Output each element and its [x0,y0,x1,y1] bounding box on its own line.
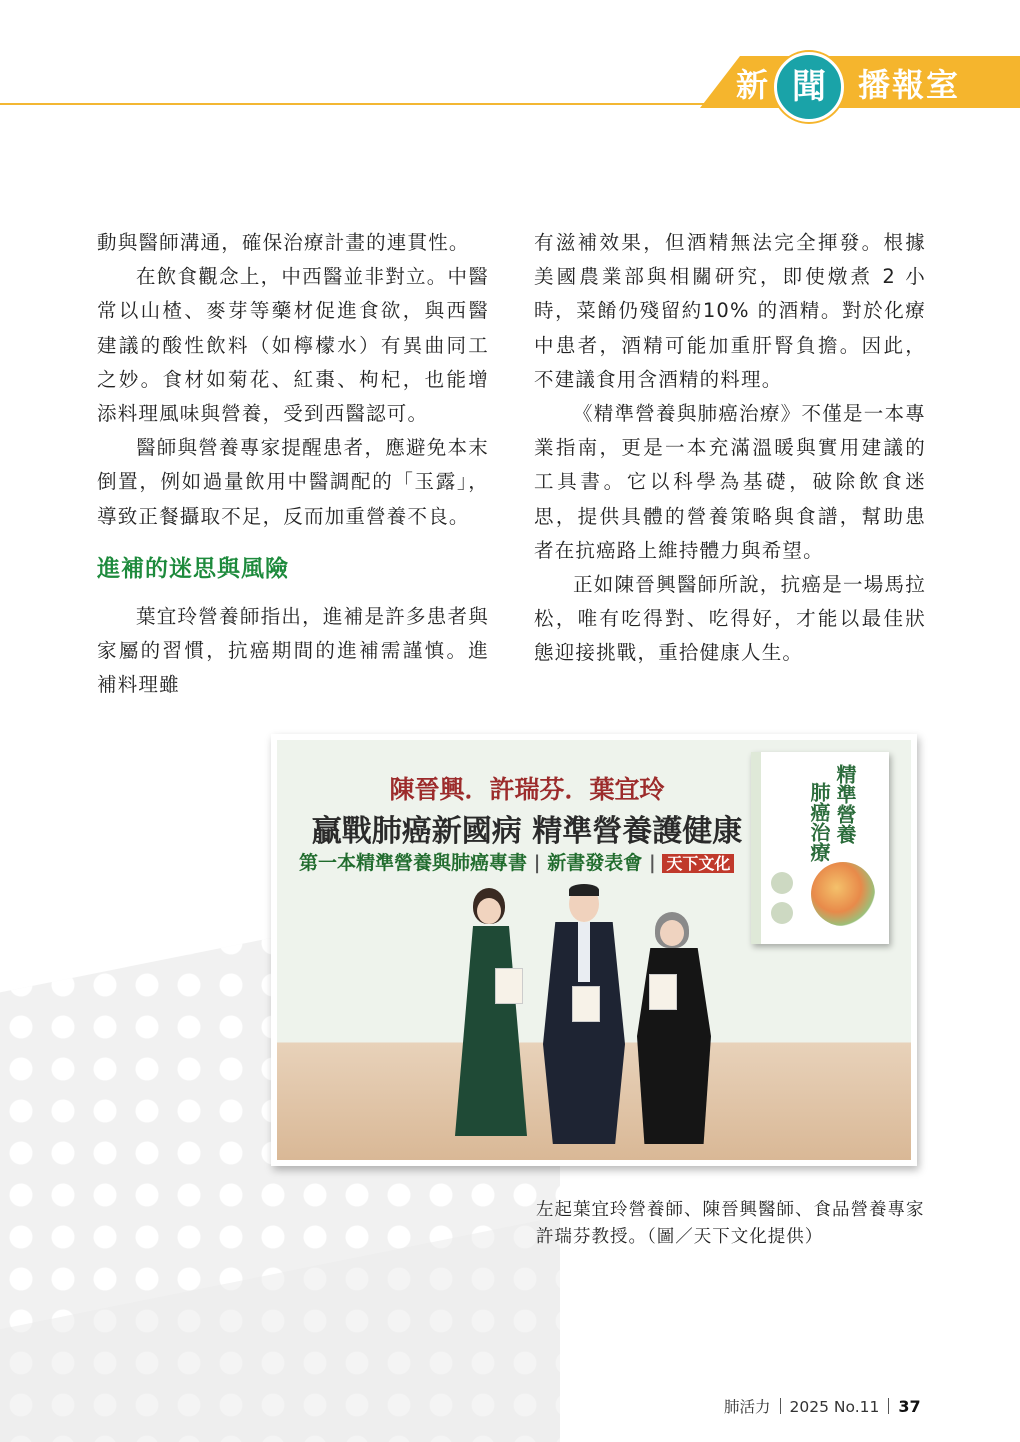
footer-divider [888,1398,889,1414]
paragraph: 葉宜玲營養師指出，進補是許多患者與家屬的習慣，抗癌期間的進補需謹慎。進補料理雖 [97,604,489,697]
magazine-name: 肺活力 [724,1398,771,1416]
section-title-rest: 播報室 [858,66,961,104]
paragraph: 《精準營養與肺癌治療》不僅是一本專業指南，更是一本充滿溫暖與實用建議的工具書。它以科學為基礎，破除飲食迷思，提供具體的營養策略與食譜，幫助患者在抗癌路上維持體力與希望。 [534,402,926,562]
photo-banner-subtitle: 第一本精準營養與肺癌專書 | 新書發表會 | 天下文化 [299,848,769,875]
photo-publisher-logo: 天下文化 [662,854,734,873]
issue-number: 2025 No.11 [789,1398,880,1416]
left-column [97,226,489,702]
book-title-a: 精準營養 [833,764,857,844]
page-number: 37 [898,1397,921,1416]
event-photo [277,740,911,1160]
photo-frame [271,734,917,1166]
person-right-face [660,920,684,946]
paragraph: 在飲食觀念上，中西醫並非對立。中醫常以山楂、麥芽等藥材促進食欲，與西醫建議的酸性飲料（如檸檬水）有異曲同工之妙。食材如菊花、紅棗、枸杞，也能增添料理風味與營養，受到西醫認可。 [97,265,489,426]
section-title-char1: 新 [736,66,771,104]
header-rule [0,103,720,105]
book-title-b: 肺癌治療 [807,782,831,862]
book-held-center [572,986,600,1022]
book-held-right [649,974,677,1010]
person-center-shirt [578,922,590,982]
book-held-left [495,968,523,1004]
photo-caption: 左起葉宜玲營養師、陳晉興醫師、食品營養專家許瑞芬教授。（圖／天下文化提供） [536,1200,925,1247]
person-center-hair [569,884,599,896]
section-title-circle: 聞 [774,52,844,122]
right-column [534,226,926,671]
page-footer [724,1395,921,1417]
book-cover [751,752,889,944]
photo-banner-subtitle-b: 新書發表會 [547,852,643,874]
person-left-face [477,898,501,924]
photo-banner-names: 陳晉興．許瑞芬．葉宜玲 [389,775,665,804]
book-author-photo [771,902,793,924]
book-food-illustration [811,862,875,926]
paragraph: 有滋補效果，但酒精無法完全揮發。根據美國農業部與相關研究，即使燉煮 2 小時，菜餚仍殘留約10% 的酒精。對於化療中患者，酒精可能加重肝腎負擔。因此，不建議食用含酒精的料理。 [534,231,926,391]
person-left-dress [455,926,527,1136]
section-subheading: 進補的迷思與風險 [97,555,289,582]
photo-banner-subtitle-a: 第一本精準營養與肺癌專書 [299,852,528,874]
book-author-photo [771,872,793,894]
paragraph: 正如陳晉興醫師所說，抗癌是一場馬拉松，唯有吃得對、吃得好，才能以最佳狀態迎接挑戰，重拾健康人生。 [534,573,926,665]
paragraph: 動與醫師溝通，確保治療計畫的連貫性。 [97,231,470,254]
photo-banner-title: 贏戰肺癌新國病 精準營養護健康 [311,814,743,849]
paragraph: 醫師與營養專家提醒患者，應避免本末倒置，例如過量飲用中醫調配的「玉露」，導致正餐攝取不足，反而加重營養不良。 [97,436,489,528]
footer-divider [780,1398,781,1414]
